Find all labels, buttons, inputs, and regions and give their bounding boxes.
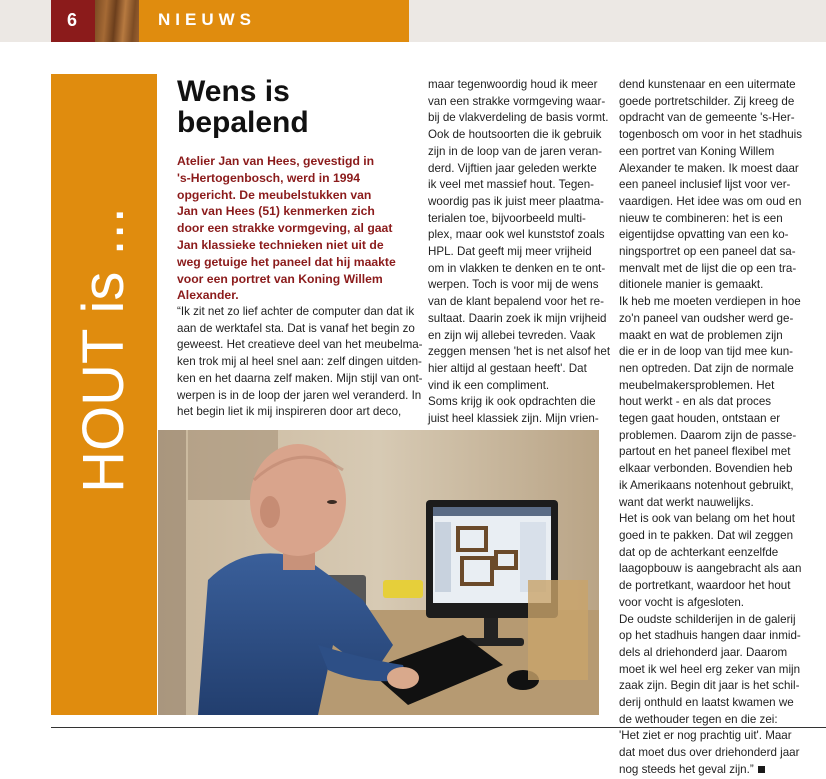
text-line: want dat werkt nauwelijks.: [619, 495, 754, 509]
text-line: partout en het paneel flexibel met: [619, 445, 791, 459]
text-line: Ook de houtsoorten die ik gebruik: [428, 128, 602, 142]
text-line: nen optreden. Dat zijn de normale: [619, 361, 794, 375]
end-mark-icon: [758, 766, 765, 773]
text-line: dat op de achterkant eenzelfde: [619, 545, 779, 559]
text-column-3: [619, 77, 803, 779]
text-line: goed in te pakken. Dat wil zeggen: [619, 528, 794, 542]
text-line: De oudste schilderijen in de galerij: [619, 612, 796, 626]
text-line: bij de vlakverdeling de basis vormt.: [428, 111, 609, 125]
text-line: 's-Hertogenbosch, werd in 1994: [177, 170, 361, 185]
text-line: de portretkant, waardoor het hout: [619, 579, 791, 593]
text-line: geweest. Het creatieve deel van het meubelma-: [177, 338, 423, 352]
text-line: derd. Vijftien jaar geleden werkte: [428, 161, 597, 175]
text-line: dat moet dus over driehonderd jaar: [619, 746, 800, 760]
text-line: vind ik een compliment.: [428, 378, 550, 392]
text-line: zaak zijn. Begin dit jaar is het schil-: [619, 679, 800, 693]
text-line: ken en het daarna zelf maken. Mijn stijl van ont-: [177, 371, 423, 385]
text-line: juist heel klassiek zijn. Mijn vrien-: [428, 412, 599, 426]
wood-texture-swatch: [95, 0, 139, 42]
text-line: een paneel inclusief lijst voor ver-: [619, 178, 791, 192]
text-line: maar tegenwoordig houd ik meer: [428, 78, 598, 91]
text-line: de wethouder tegen en die zei:: [619, 712, 778, 726]
text-line: van een strakke vormgeving waar-: [428, 94, 606, 108]
text-line: weg getuige het paneel dat hij maakte: [177, 254, 396, 269]
bottom-rule: [51, 727, 826, 728]
text-line: nieuw te combineren: het is een: [619, 211, 783, 225]
text-line: om in vlakken te denken en te ont-: [428, 261, 606, 275]
text-line: 'Het ziet er nog prachtig uit'. Maar: [619, 729, 792, 743]
text-column-2: [428, 77, 611, 444]
text-line: op het stadhuis hangen daar inmid-: [619, 629, 801, 643]
text-line: laagopbouw is aangebracht als aan: [619, 562, 802, 576]
photo-illustration: [158, 430, 599, 715]
text-line: dend kunstenaar en een uitermate: [619, 78, 796, 91]
article-photo: [158, 430, 599, 715]
text-line: werpen. Toch is voor mij de wens: [428, 278, 599, 292]
text-line: van de klant bepalend voor het re-: [428, 295, 604, 309]
text-line: en zijn wij allebei tevreden. Vaak: [428, 328, 596, 342]
text-line: Alexander te maken. Ik moest daar: [619, 161, 799, 175]
text-line: eigentijdse opvatting van een ko-: [619, 228, 789, 242]
text-line: voor een portret van Koning Willem: [177, 271, 383, 286]
text-line: werpen is in de loop der jaren wel veranderd. In: [177, 388, 422, 402]
text-line: derij onthuld en laatst kwamen we: [619, 696, 794, 710]
sidebar-title: HOUT is ...: [71, 207, 136, 493]
text-line: Jan van Hees (51) kenmerken zich: [177, 204, 375, 219]
text-line: tegen gaat houden, ontstaan er: [619, 412, 781, 426]
text-line: nog steeds het geval zijn.”: [619, 762, 791, 779]
text-line: ik veel met massief hout. Tegen-: [428, 178, 595, 192]
text-line: hier altijd al gestaan heeft'. Dat: [428, 361, 587, 375]
text-line: opgericht. De meubelstukken van: [177, 187, 372, 202]
text-line: Atelier Jan van Hees, gevestigd in: [177, 154, 375, 168]
text-line: meubelmakersproblemen. Het: [619, 378, 775, 392]
text-line: terialen toe, bijvoorbeeld multi-: [428, 211, 586, 225]
text-line: Soms krijg ik ook opdrachten die: [428, 395, 596, 409]
text-line: die er in de loop van tijd mee kun-: [619, 345, 794, 359]
article-title: [177, 76, 407, 138]
text-line: togenbosch om voor in het stadhuis: [619, 128, 803, 142]
text-line: vaardigen. Het idee was om oud en: [619, 194, 802, 208]
text-line: plex, maar ook wel kunststof zoals: [428, 228, 605, 242]
text-line: opdracht van de gemeente 's-Her-: [619, 111, 795, 125]
page-number: 6: [67, 10, 78, 30]
text-line: Jan klassieke technieken niet uit de: [177, 237, 384, 252]
text-column-1: [177, 304, 423, 421]
text-line: goede portretschilder. Zij kreeg de: [619, 94, 795, 108]
text-line: dels al driehonderd jaar. Daarom: [619, 645, 788, 659]
title-line: Wens is: [177, 75, 290, 108]
text-line: het begin liet ik mij inspireren door art deco,: [177, 405, 402, 419]
text-line: Alexander.: [177, 288, 239, 303]
text-line: ik Amerikaans notenhout gebruikt,: [619, 478, 794, 492]
text-line: problemen. Daarom zijn de passe-: [619, 428, 797, 442]
text-line: woordig pas ik juist meer plaatma-: [428, 194, 604, 208]
text-line: door een strakke vormgeving, al gaat: [177, 221, 393, 236]
section-title: NIEUWS: [158, 10, 256, 29]
text-line: een portret van Koning Willem: [619, 144, 775, 158]
text-line: HPL. Dat geeft mij meer vrijheid: [428, 245, 592, 259]
article-intro: [177, 153, 409, 304]
text-line: maakt en wat de problemen zijn: [619, 328, 783, 342]
text-line: zo'n paneel van oudsher werd ge-: [619, 311, 794, 325]
text-line: sultaat. Daarin zoek ik mijn vrijheid: [428, 311, 607, 325]
text-line: moet ik wel heel erg zeker van mijn: [619, 662, 801, 676]
text-line: Het is ook van belang om het hout: [619, 512, 795, 526]
text-line: voor vocht is afgesloten.: [619, 595, 745, 609]
title-line: bepalend: [177, 106, 309, 139]
text-line: hout werkt - en als dat proces: [619, 395, 772, 409]
text-line: zeggen mensen 'het is net alsof het: [428, 345, 611, 359]
text-line: menvalt met de lijst die op een tra-: [619, 261, 797, 275]
text-line: elkaar verbonden. Bovendien heb: [619, 462, 793, 476]
text-line: ditionele manier is gemaakt.: [619, 278, 764, 292]
text-line: zijn in de loop van de jaren veran-: [428, 144, 603, 158]
text-line: ken trok mij al heel snel aan: zelf dingen uitden-: [177, 355, 422, 369]
text-line: “Ik zit net zo lief achter de computer dan dat ik: [177, 305, 415, 318]
text-line: Ik heb me moeten verdiepen in hoe: [619, 295, 801, 309]
text-line: ningsportret op een paneel dat sa-: [619, 245, 796, 259]
text-line: aan de werktafel sta. Dat is vanaf het begin zo: [177, 321, 415, 335]
